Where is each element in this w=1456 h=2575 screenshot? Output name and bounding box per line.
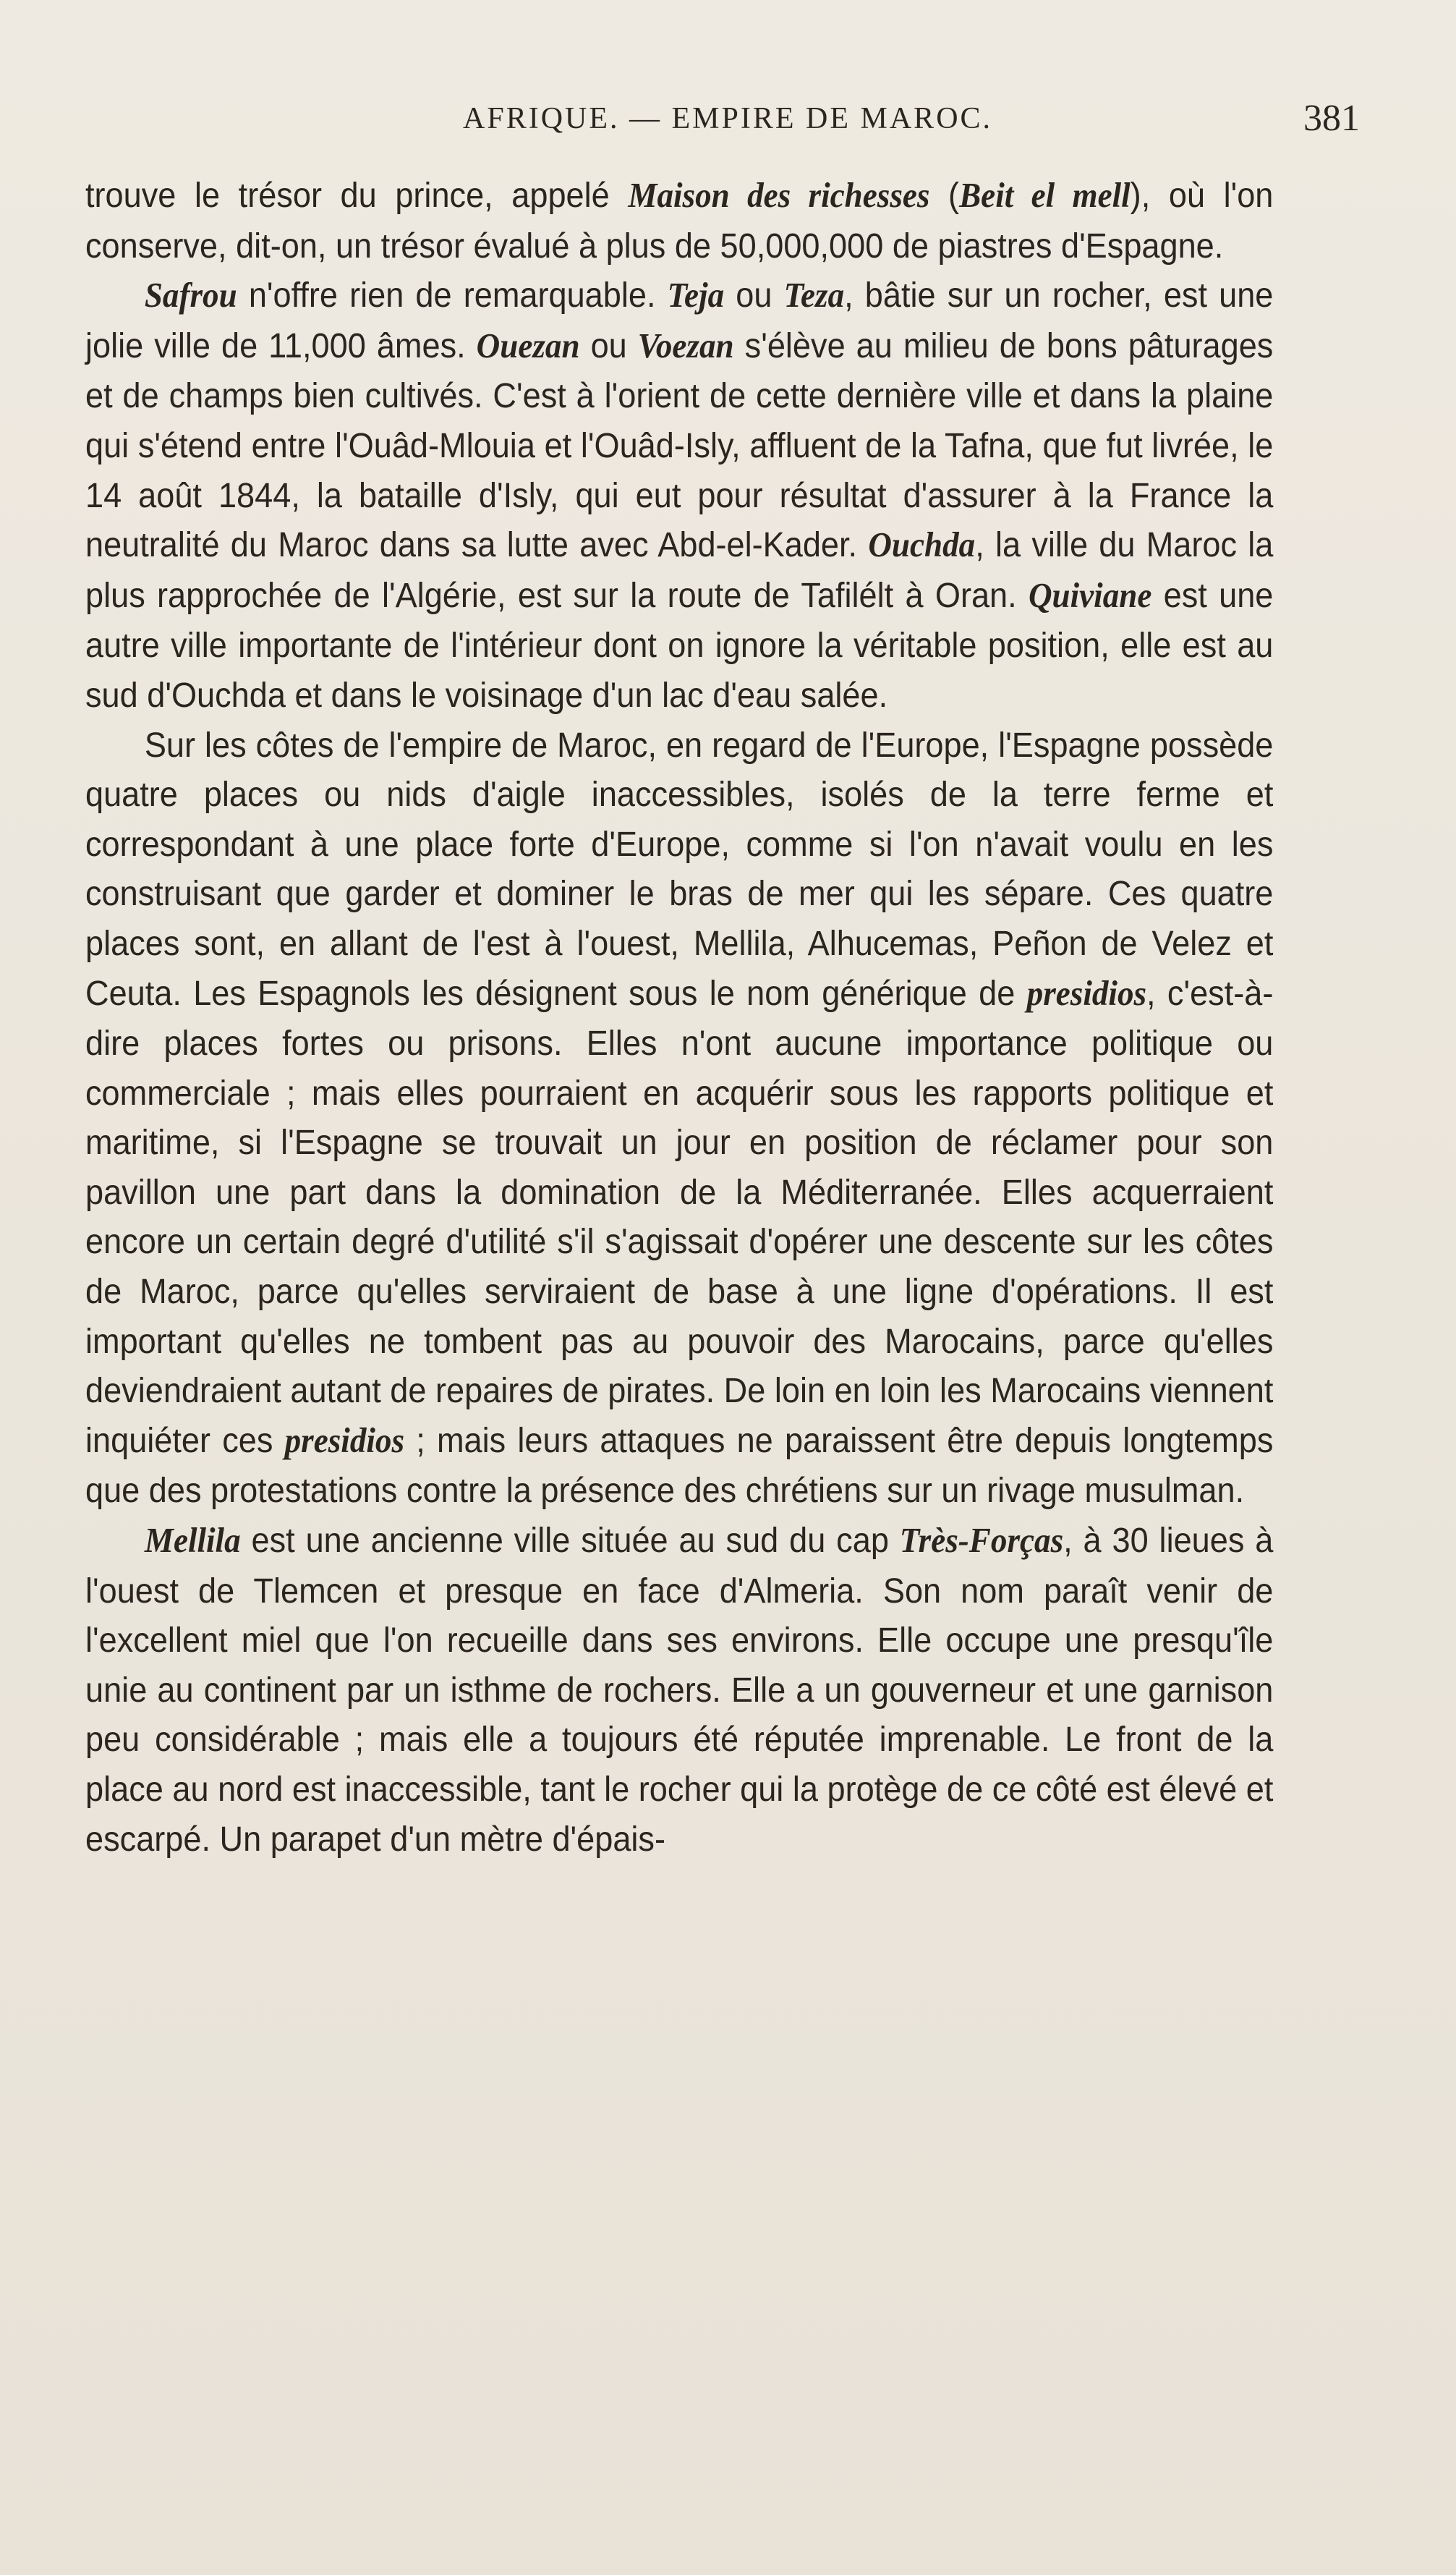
text-run: trouve le trésor du prince, appelé <box>85 176 629 215</box>
text-run: est une ancienne ville située au sud du cap <box>240 1521 900 1561</box>
paragraph-1 <box>85 171 1273 271</box>
text-run: ( <box>929 176 960 215</box>
text-run: , à 30 lieues à l'ouest de Tlemcen et presque en face d'Almeria. Son nom paraît venir de l'excellent miel que l'on recueille dans ses environs. Elle occupe une presqu'île unie au continent par un isthme de rochers. Elle a un gouverneur et une garnison peu considérable ; mais elle a toujours été réputée imprenable. Le front de la place au nord est inaccessible, tant le rocher qui la protège de ce côté est élevé et escarpé. Un parapet d'un mètre d'épais- <box>85 1521 1274 1859</box>
italic-term: Teza <box>783 276 845 315</box>
italic-term: presidios <box>284 1421 405 1460</box>
body-text <box>85 171 1273 1864</box>
text-run: , c'est-à-dire places fortes ou prisons. Elles n'ont aucune importance politique ou commerciale ; mais elles pourraient en acquérir sous les rapports politique et maritime, si l'Espagne se trouvait un jour en position de réclamer pour son pavillon une part dans la domination de la Méditerranée. Elles acquerraient encore un certain degré d'utilité s'il s'agissait d'opérer une descente sur les côtes de Maroc, parce qu'elles serviraient de base à une ligne d'opérations. Il est important qu'elles ne tombent pas au pouvoir des Marocains, parce qu'elles deviendraient autant de repaires de pirates. De loin en loin les Marocains viennent inquiéter ces <box>85 973 1274 1460</box>
text-run: n'offre rien de remarquable. <box>237 276 668 315</box>
page-number: 381 <box>1303 98 1360 139</box>
paragraph-4 <box>85 1516 1273 1864</box>
italic-term: Ouezan <box>476 326 580 365</box>
italic-term: Teja <box>667 276 725 315</box>
text-run: ; mais leurs attaques ne paraissent être depuis longtemps que des protestations contre la présence des chrétiens sur un rivage musulman. <box>85 1420 1274 1511</box>
text-run: , bâtie sur un rocher, est une jolie ville de 11,000 âmes. <box>85 276 1274 365</box>
italic-term: Mellila <box>144 1522 241 1561</box>
paragraph-3 <box>85 721 1273 1516</box>
text-run: , la ville du Maroc la plus rapprochée de l'Algérie, est sur la route de Tafilélt à Oran. <box>85 525 1274 615</box>
text-run: s'élève au milieu de bons pâturages et de champs bien cultivés. C'est à l'orient de cette dernière ville et dans la plaine qui s'étend entre l'Ouâd-Mlouia et l'Ouâd-Isly, affluent de la Tafna, que fut livrée, le 14 août 1844, la bataille d'Isly, qui eut pour résultat d'assurer à la France la neutralité du Maroc dans sa lutte avec Abd-el-Kader. <box>85 326 1274 565</box>
italic-term: Safrou <box>144 276 237 315</box>
page-header <box>463 98 1360 145</box>
italic-term: Quiviane <box>1028 576 1152 615</box>
text-run: est une autre ville importante de l'intérieur dont on ignore la véritable position, elle est au sud d'Ouchda et dans le voisinage d'un lac d'eau salée. <box>85 575 1274 715</box>
italic-term: Beit el mell <box>959 177 1131 215</box>
text-run: ou <box>579 326 638 365</box>
italic-term: presidios <box>1026 974 1147 1013</box>
text-run: ou <box>724 276 784 315</box>
text-run: ), où l'on conserve, dit-on, un trésor évalué à plus de 50,000,000 de piastres d'Espagne. <box>85 176 1274 266</box>
running-title: AFRIQUE. — EMPIRE DE MAROC. <box>463 102 993 135</box>
text-run: Sur les côtes de l'empire de Maroc, en regard de l'Europe, l'Espagne possède quatre places ou nids d'aigle inaccessibles, isolés de la terre ferme et correspondant à une place forte d'Europe, comme si l'on n'avait voulu en les construisant que garder et dominer le bras de mer qui les sépare. Ces quatre places sont, en allant de l'est à l'ouest, Mellila, Alhucemas, Peñon de Velez et Ceuta. Les Espagnols les désignent sous le nom générique de <box>85 725 1274 1013</box>
paragraph-2 <box>85 271 1273 720</box>
italic-term: Très-Forças <box>899 1522 1064 1561</box>
italic-term: Ouchda <box>868 526 976 565</box>
italic-term: Maison des richesses <box>628 177 930 215</box>
italic-term: Voezan <box>637 326 734 365</box>
